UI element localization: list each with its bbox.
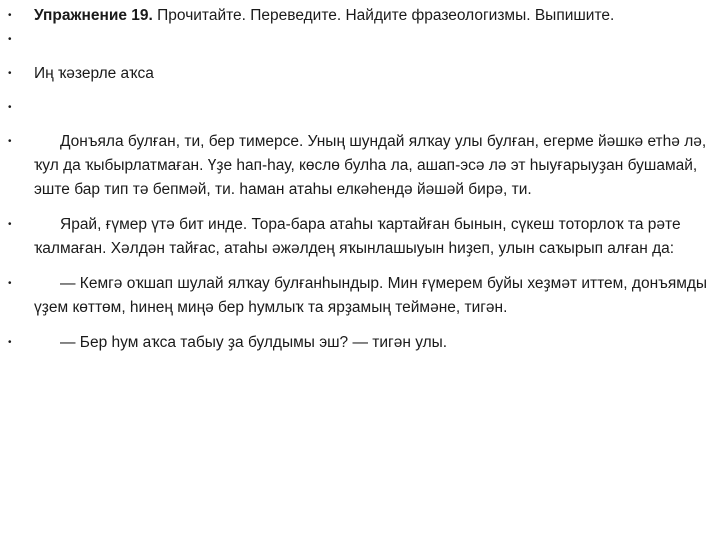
list-item-paragraph — [8, 213, 714, 261]
bullet-icon: • — [8, 68, 12, 79]
bullet-icon: • — [8, 34, 12, 45]
story-paragraph-1: Донъяла булған, ти, бер тимерсе. Уның шундай ялҡау улы булған, егерме йәшкә етһә лә, ҡул да ҡыбырлатмаған. Үҙе һап-һау, көслө булһа ла, ашап-эсә лә эт һыуғарыуҙан бушамай, эште бар тип тә бепмәй, ти. һаман атаһы елкәһендә йәшәй бирә, ти. — [34, 133, 707, 198]
bullet-icon: • — [8, 102, 12, 113]
list-item-paragraph — [8, 331, 714, 355]
exercise-title: Упражнение 19. — [34, 7, 153, 24]
list-item-paragraph — [8, 130, 714, 202]
list-item-exercise-heading — [8, 4, 714, 28]
story-paragraph-4: — Бер һум аҡса табыу ҙа булдымы эш? — тигән улы. — [60, 334, 448, 351]
story-paragraph-3: — Кемгә оҡшап шулай ялҡау булғанһындыр. Мин ғүмерем буйы хеҙмәт иттем, донъямды үҙем көттөм, һинең миңә бер һумлыҡ та ярҙамың теймәне, тигән. — [34, 275, 708, 316]
bullet-icon: • — [8, 278, 12, 289]
bullet-icon: • — [8, 10, 12, 21]
story-title: Иң ҡәзерле аҡса — [34, 65, 154, 82]
list-item-paragraph — [8, 272, 714, 320]
exercise-instruction: Прочитайте. Переведите. Найдите фразеологизмы. Выпишите. — [152, 7, 615, 24]
bullet-icon: • — [8, 219, 12, 230]
list-item-story-title — [8, 62, 714, 86]
list-item-empty — [8, 28, 714, 52]
bullet-icon: • — [8, 337, 12, 348]
bullet-icon: • — [8, 136, 12, 147]
story-paragraph-2: Ярай, ғүмер үтә бит инде. Тора-бара атаһы ҡартайған бынын, сүкеш тоторлоҡ та рәте ҡалмаған. Хәлдән тайғас, атаһы әжәлдең яҡынлашыуын һиҙеп, улын саҡырып алған да: — [34, 216, 681, 257]
bullet-list — [8, 4, 714, 355]
list-item-empty — [8, 96, 714, 120]
